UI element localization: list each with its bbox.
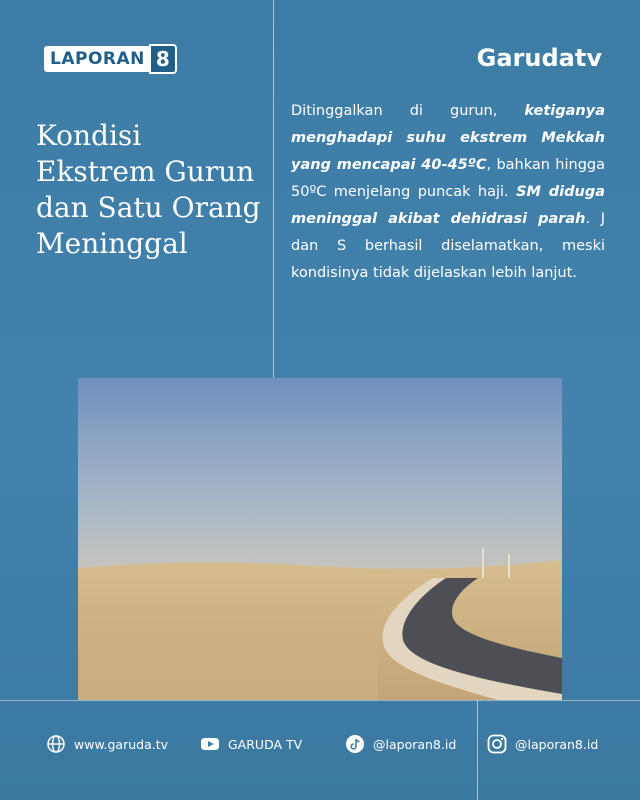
headline-line: dan Satu Orang <box>36 191 261 224</box>
body-text-part: , bahkan hingga 50ºC menjelang puncak haji. <box>291 157 606 200</box>
instagram-icon <box>487 734 507 754</box>
laporan8-logo <box>44 44 177 74</box>
footer-youtube-label: GARUDA TV <box>228 736 303 752</box>
headline-line: Meninggal <box>36 227 188 260</box>
garuda-word: Garuda <box>476 44 575 72</box>
footer-instagram-label: @laporan8.id <box>515 736 599 752</box>
footer-website[interactable] <box>46 734 168 754</box>
body-text-part: Ditinggalkan di gurun, <box>291 103 525 119</box>
laporan-number: 8 <box>149 44 177 74</box>
sky <box>78 378 562 578</box>
footer-tiktok-label: @laporan8.id <box>373 736 457 752</box>
body-emphasis: SM diduga meninggal akibat dehidrasi parah <box>291 184 606 227</box>
divider-horizontal <box>0 700 640 701</box>
footer-website-label: www.garuda.tv <box>74 736 169 752</box>
garuda-tv: tv <box>574 44 602 72</box>
tiktok-icon <box>345 734 365 754</box>
desert-road-illustration <box>78 378 562 700</box>
headline-line: Kondisi <box>36 119 142 152</box>
headline-line: Ekstrem Gurun <box>36 155 255 188</box>
laporan-word: LAPORAN <box>44 46 149 72</box>
body-text-part: . J dan S berhasil diselamatkan, meski kondisinya tidak dijelaskan lebih lanjut. <box>291 211 605 281</box>
footer-youtube[interactable] <box>200 734 302 754</box>
footer-instagram[interactable] <box>487 734 598 754</box>
headline <box>36 118 268 262</box>
sand-dune <box>78 599 378 700</box>
footer-tiktok[interactable] <box>345 734 456 754</box>
garudatv-logo <box>477 44 602 72</box>
road-post <box>508 554 510 578</box>
youtube-icon <box>200 734 220 754</box>
body-emphasis: ketiganya menghadapi suhu ekstrem Mekkah yang mencapai 40-45ºC <box>291 103 605 173</box>
desert-road-photo <box>78 378 562 700</box>
road-post <box>482 548 484 578</box>
globe-icon <box>46 734 66 754</box>
footer <box>0 722 640 766</box>
article-body <box>291 98 605 287</box>
divider-vertical <box>273 0 274 378</box>
